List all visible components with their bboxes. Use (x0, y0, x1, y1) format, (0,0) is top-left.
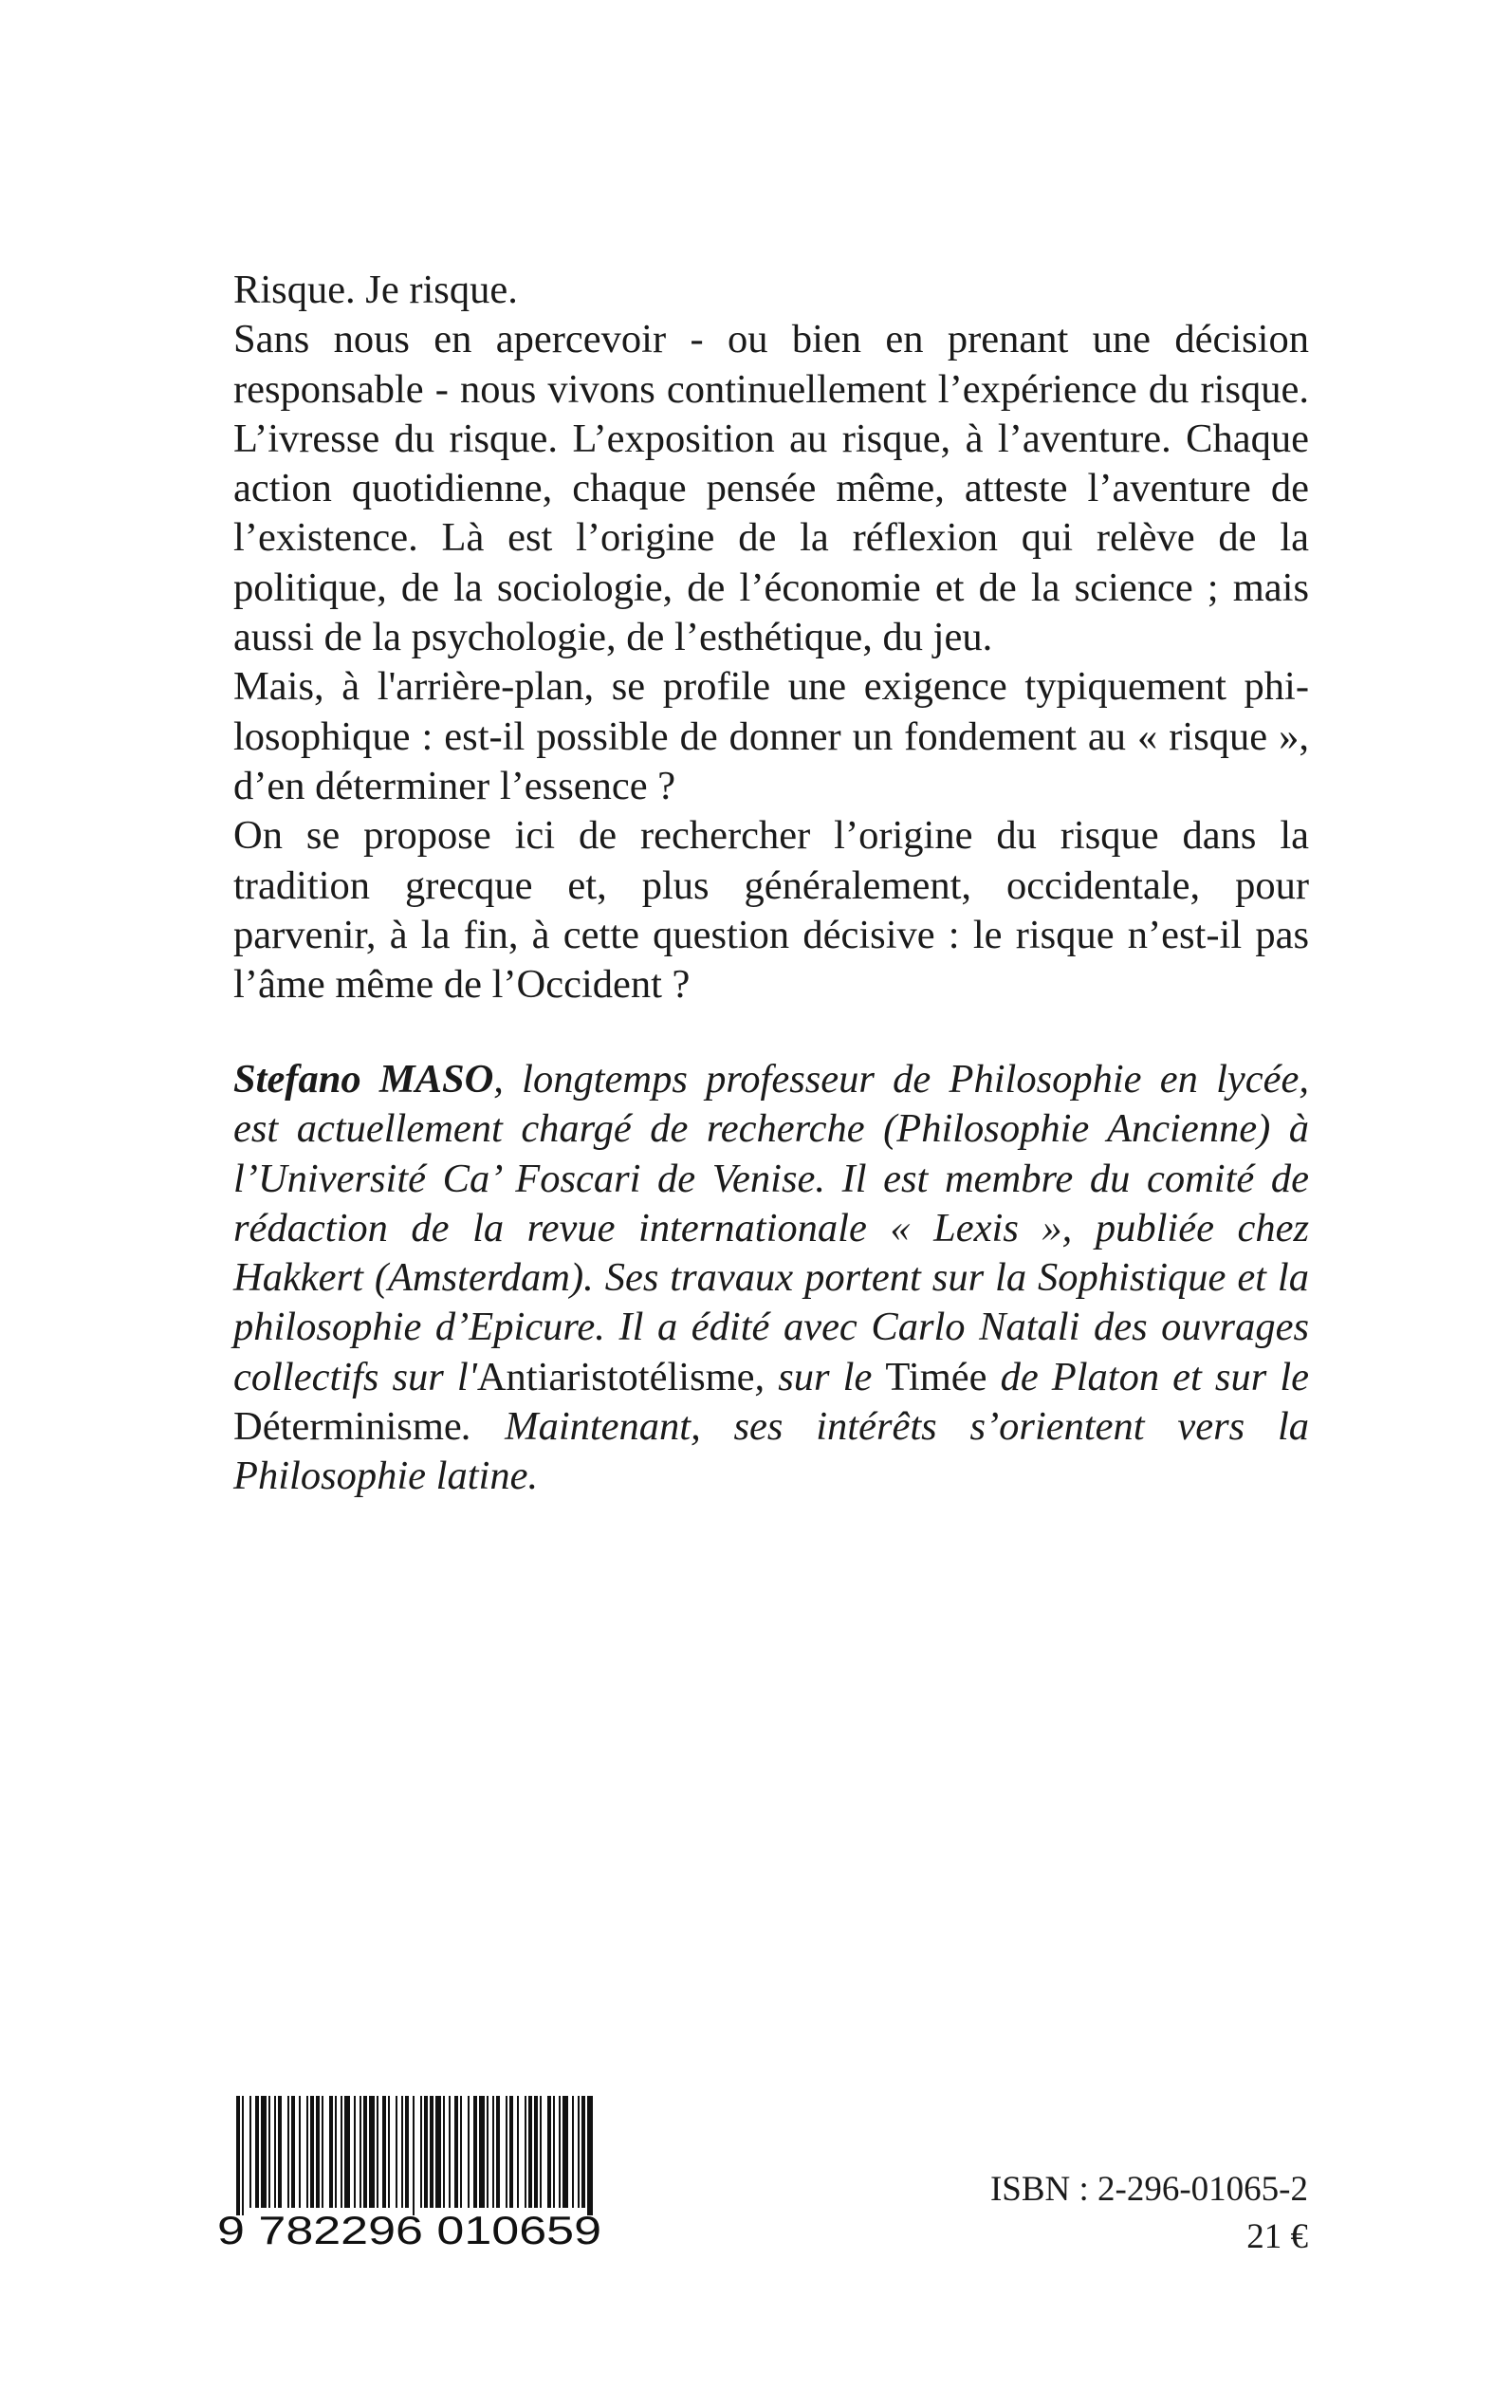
summary-line: Sans nous en apercevoir - ou bien en prenant une décision (233, 317, 1309, 362)
barcode-bar (534, 2096, 538, 2208)
barcode-bar (420, 2096, 422, 2208)
barcode-bar (299, 2096, 301, 2208)
bio-line-5: Hakkert (Amsterdam). Ses travaux portent sur la Sophistique et la (233, 1255, 1309, 1301)
barcode-bar (430, 2096, 433, 2208)
bio-line-8-b: . Maintenant, ses intérêts s’orientent vers la (461, 1404, 1309, 1450)
bio-paragraph (233, 1055, 1309, 1502)
barcode-bar (335, 2096, 337, 2208)
summary-line: d’en déterminer l’essence ? (233, 763, 676, 808)
barcode-bar (274, 2096, 276, 2208)
barcode-bar (473, 2096, 477, 2208)
barcode-bar (255, 2096, 259, 2208)
barcode-bar (547, 2096, 551, 2208)
barcode-graphic (217, 2096, 603, 2250)
bio-line-6: philosophie d’Epicure. Il a édité avec Carlo Natali des ouvrages (233, 1305, 1309, 1350)
bio-line-8-a: Déterminisme (233, 1404, 462, 1450)
barcode-bar (553, 2096, 555, 2208)
summary-line: aussi de la psychologie, de l’esthétique, du jeu. (233, 615, 993, 660)
bio-line-7-a: collectifs sur l' (233, 1354, 477, 1399)
barcode-bar (369, 2096, 375, 2208)
summary-line: L’ivresse du risque. L’exposition au risque, à l’aventure. Chaque (233, 416, 1309, 461)
barcode (217, 2096, 603, 2250)
barcode-bar (528, 2096, 532, 2208)
barcode-bar (249, 2096, 251, 2208)
barcode-bar (509, 2096, 513, 2208)
bio-line-7-b: Antiaristotélisme (476, 1354, 755, 1399)
summary-line: action quotidienne, chaque pensée même, atteste l’aventure de (233, 466, 1309, 511)
summary-line: Risque. Je risque. (233, 268, 518, 312)
barcode-bar (382, 2096, 386, 2208)
barcode-bar (487, 2096, 489, 2208)
back-cover-summary (233, 266, 1309, 1010)
barcode-bar (525, 2096, 526, 2208)
barcode-bar (287, 2096, 289, 2208)
barcode-bar (424, 2096, 428, 2208)
barcode-bar (401, 2096, 403, 2208)
barcode-bar (363, 2096, 367, 2208)
bio-line-3: l’Université Ca’ Foscari de Venise. Il est membre du comité de (233, 1156, 1309, 1201)
barcode-bar (377, 2096, 378, 2208)
barcode-bar (291, 2096, 295, 2208)
barcode-digits: 9 782296 010659 (217, 2208, 601, 2250)
barcode-bar (242, 2096, 244, 2215)
barcode-bar (460, 2096, 462, 2208)
summary-line: Mais, à l'arrière-plan, se profile une exigence typiquement phi- (233, 664, 1309, 710)
barcode-bar (479, 2096, 485, 2208)
barcode-bar (506, 2096, 507, 2208)
barcode-bar (540, 2096, 542, 2208)
bio-line-7-c: , sur le (754, 1354, 886, 1399)
barcode-bar (492, 2096, 494, 2208)
barcode-bar (435, 2096, 441, 2208)
bio-line-7 (233, 1353, 1309, 1402)
bio-line-7-d: Timée (885, 1354, 987, 1399)
isbn: ISBN : 2-296-01065-2 (989, 2170, 1308, 2209)
barcode-bar (581, 2096, 585, 2208)
barcode-bar (322, 2096, 323, 2208)
bio-line-4: rédaction de la revue internationale « Lexis », publiée chez (233, 1205, 1309, 1250)
summary-line: politique, de la sociologie, de l’économie et de la science ; mais (233, 565, 1309, 610)
barcode-bar (354, 2096, 356, 2208)
barcode-bar (278, 2096, 282, 2208)
bio-line-2: est actuellement chargé de recherche (Philosophie Ancienne) à (233, 1106, 1309, 1152)
summary-line: l’âme même de l’Occident ? (233, 962, 691, 1008)
bio-line-9: Philosophie latine. (233, 1454, 539, 1499)
bio-line-1-text: , longtemps professeur de Philosophie en lycée, (493, 1057, 1310, 1102)
summary-paragraph-3 (233, 662, 1309, 811)
bio-line-7-e: de Platon et sur le (986, 1354, 1309, 1399)
summary-line: losophique : est-il possible de donner un fondement au « risque », (233, 713, 1309, 759)
summary-paragraph-4 (233, 811, 1309, 1010)
barcode-bar (468, 2096, 470, 2208)
summary-line: parvenir, à la fin, à cette question décisive : le risque n’est-il pas (233, 912, 1309, 957)
summary-line: On se propose ici de rechercher l’origine du risque dans la (233, 813, 1309, 859)
summary-line: tradition grecque et, plus généralement, occidentale, pour (233, 862, 1309, 908)
summary-paragraph-2 (233, 315, 1309, 662)
barcode-bar (316, 2096, 320, 2208)
barcode-bar (396, 2096, 397, 2208)
author-biography (233, 1055, 1309, 1502)
bio-line-8 (233, 1402, 1309, 1452)
barcode-bar (341, 2096, 342, 2208)
barcode-bar (559, 2096, 561, 2208)
barcode-bar (587, 2096, 593, 2215)
barcode-bar (329, 2096, 333, 2208)
price: 21 € (1246, 2217, 1308, 2256)
barcode-bar (405, 2096, 409, 2208)
summary-paragraph-1 (233, 266, 1309, 315)
barcode-bar (388, 2096, 390, 2208)
barcode-bar (360, 2096, 361, 2208)
barcode-bar (310, 2096, 314, 2208)
barcode-bar (261, 2096, 267, 2208)
barcode-bar (562, 2096, 568, 2208)
barcode-bar (443, 2096, 445, 2208)
barcode-bar (496, 2096, 500, 2208)
summary-line: l’existence. Là est l’origine de la réflexion qui relève de la (233, 515, 1309, 561)
barcode-bar (449, 2096, 451, 2208)
barcode-bar (454, 2096, 458, 2208)
barcode-bar (344, 2096, 350, 2208)
barcode-bar (413, 2096, 415, 2215)
barcode-bar (306, 2096, 308, 2208)
author-name: Stefano MASO (233, 1057, 494, 1102)
barcode-bar (578, 2096, 580, 2208)
summary-line: responsable - nous vivons continuellement l’expérience du risque. (233, 366, 1309, 412)
barcode-bar (236, 2096, 240, 2215)
bio-line-1 (233, 1055, 1309, 1104)
barcode-bar (572, 2096, 574, 2208)
barcode-bar (517, 2096, 519, 2208)
barcode-bar (268, 2096, 270, 2208)
